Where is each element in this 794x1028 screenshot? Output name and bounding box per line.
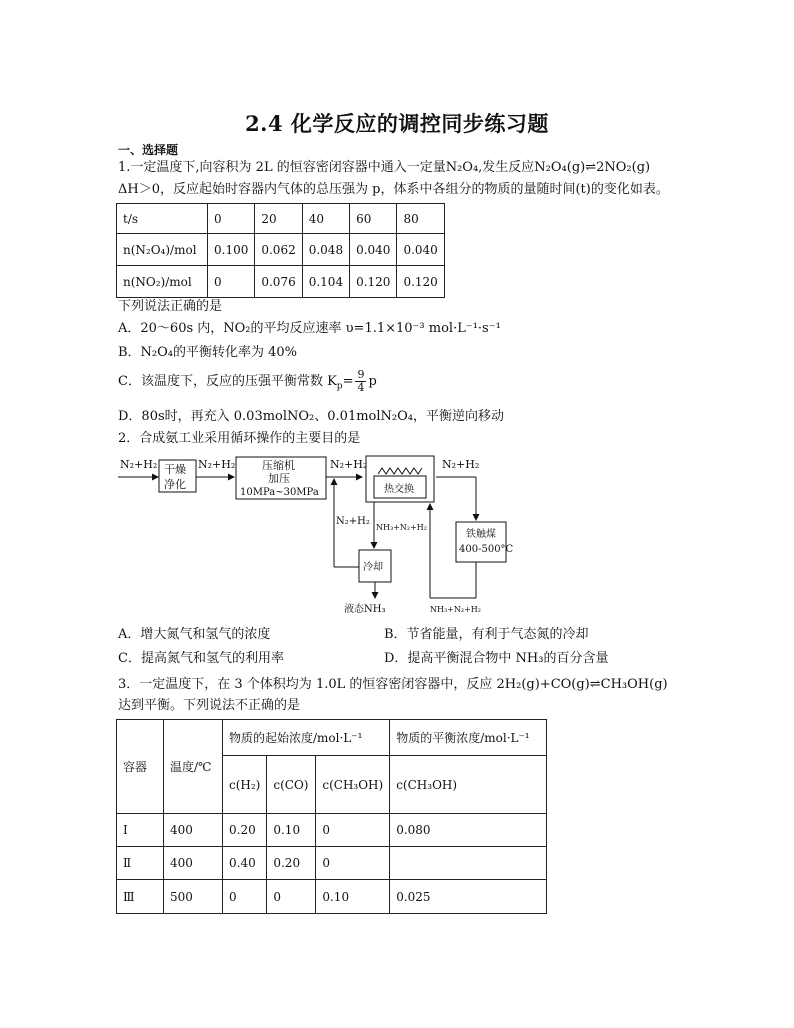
diagram-label: NH₃+N₂+H₂ xyxy=(376,523,427,532)
table-header-cell: c(CH₃OH) xyxy=(390,756,547,814)
q3-data-table xyxy=(116,719,547,914)
fraction-numerator: 9 xyxy=(357,368,365,381)
table-cell: 0 xyxy=(267,880,316,914)
table-cell: 400 xyxy=(164,814,223,847)
diagram-label: N₂+H₂ xyxy=(330,458,368,471)
table-row xyxy=(117,720,547,756)
q1-option-c-eq: = xyxy=(342,374,354,389)
table-cell: 0.20 xyxy=(267,847,316,880)
table-cell: Ⅰ xyxy=(117,814,164,847)
fraction xyxy=(355,369,366,394)
diagram-label: 液态NH₃ xyxy=(344,604,386,615)
q1-option-c-sub: p xyxy=(336,381,343,392)
table-cell: 0 xyxy=(208,204,255,234)
table-cell: 500 xyxy=(164,880,223,914)
q1-option-b: B．N₂O₄的平衡转化率为 40% xyxy=(118,345,298,360)
table-row xyxy=(117,266,445,298)
coil-icon xyxy=(378,468,422,474)
table-row xyxy=(117,234,445,266)
table-cell: 0.120 xyxy=(397,266,444,298)
table-cell: 0.025 xyxy=(390,880,547,914)
q2-option-a: A．增大氮气和氢气的浓度 xyxy=(118,627,271,642)
table-cell: 0.048 xyxy=(302,234,349,266)
diagram-label: 10MPa~30MPa xyxy=(240,487,319,498)
table-cell: 0.10 xyxy=(267,814,316,847)
section-heading: 一、选择题 xyxy=(118,143,179,157)
table-cell: 20 xyxy=(255,204,302,234)
table-cell: n(N₂O₄)/mol xyxy=(117,234,208,266)
ammonia-process-diagram xyxy=(116,450,556,620)
diagram-label: 加压 xyxy=(268,472,290,485)
table-cell: 60 xyxy=(350,204,397,234)
diagram-label: 铁触煤 xyxy=(466,529,496,540)
q1-option-c-text: C．该温度下，反应的压强平衡常数 K xyxy=(118,374,337,389)
catalyst-box xyxy=(456,522,506,562)
table-cell: 0 xyxy=(208,266,255,298)
table-cell xyxy=(390,847,547,880)
table-cell: 0.104 xyxy=(302,266,349,298)
diagram-label: 400-500°C xyxy=(459,544,514,555)
diagram-label: 压缩机 xyxy=(262,459,295,472)
q1-data-table xyxy=(116,203,445,298)
diagram-label: 热交换 xyxy=(384,484,414,495)
table-cell: 0.076 xyxy=(255,266,302,298)
table-cell: 400 xyxy=(164,847,223,880)
q1-option-d: D．80s时，再充入 0.03molNO₂、0.01molN₂O₄，平衡逆向移动 xyxy=(118,409,504,424)
q1-stem-line1: 1.一定温度下,向容积为 2L 的恒容密闭容器中通入一定量N₂O₄,发生反应N₂O₄(g)⇌2NO₂(g) xyxy=(118,160,651,175)
q3-stem-line2: 达到平衡。下列说法不正确的是 xyxy=(118,698,301,713)
table-header-cell: 物质的平衡浓度/mol·L⁻¹ xyxy=(390,720,547,756)
q2-option-d: D．提高平衡混合物中 NH₃的百分含量 xyxy=(384,651,609,666)
q1-option-a: A．20～60s 内，NO₂的平均反应速率 υ=1.1×10⁻³ mol·L⁻¹·s⁻¹ xyxy=(118,321,501,336)
table-cell: 40 xyxy=(302,204,349,234)
page-title: 2.4 化学反应的调控同步练习题 xyxy=(245,111,549,136)
table-cell: 0.040 xyxy=(350,234,397,266)
q1-option-c-suffix: p xyxy=(368,374,377,389)
table-row xyxy=(117,847,547,880)
table-row xyxy=(117,814,547,847)
table-cell: 0.120 xyxy=(350,266,397,298)
heat-exchanger-box xyxy=(366,456,434,502)
table-header-cell: 容器 xyxy=(117,720,164,814)
table-cell: 80 xyxy=(397,204,444,234)
q2-stem: 2．合成氨工业采用循环操作的主要目的是 xyxy=(118,431,361,446)
diagram-label: 净化 xyxy=(164,478,186,491)
table-cell: 0.20 xyxy=(223,814,267,847)
table-cell: 0.062 xyxy=(255,234,302,266)
table-cell: n(NO₂)/mol xyxy=(117,266,208,298)
table-cell: 0.080 xyxy=(390,814,547,847)
table-header-cell: c(H₂) xyxy=(223,756,267,814)
table-header-cell: 温度/℃ xyxy=(164,720,223,814)
table-cell: 0.040 xyxy=(397,234,444,266)
q1-stem-line2: ΔH＞0，反应起始时容器内气体的总压强为 p，体系中各组分的物质的量随时间(t)的变化如表。 xyxy=(118,182,669,197)
diagram-label: N₂+H₂ xyxy=(198,458,236,471)
table-row xyxy=(117,204,445,234)
table-cell: 0 xyxy=(223,880,267,914)
diagram-label: N₂+H₂ xyxy=(120,458,158,471)
table-row xyxy=(117,880,547,914)
q2-option-c: C．提高氮气和氢气的利用率 xyxy=(118,651,284,666)
table-cell: t/s xyxy=(117,204,208,234)
table-cell: Ⅱ xyxy=(117,847,164,880)
table-header-cell: c(CO) xyxy=(267,756,316,814)
diagram-label: N₂+H₂ xyxy=(442,458,480,471)
table-header-cell: 物质的起始浓度/mol·L⁻¹ xyxy=(223,720,390,756)
q2-option-b: B．节省能量，有利于气态氮的冷却 xyxy=(384,627,589,642)
q1-option-c xyxy=(118,368,377,401)
table-cell: 0.10 xyxy=(316,880,390,914)
table-cell: 0.100 xyxy=(208,234,255,266)
table-header-cell: c(CH₃OH) xyxy=(316,756,390,814)
fraction-denominator: 4 xyxy=(357,381,365,394)
diagram-label: 干燥 xyxy=(164,463,186,476)
diagram-label: 冷却 xyxy=(363,562,383,573)
table-cell: 0.40 xyxy=(223,847,267,880)
q1-prompt: 下列说法正确的是 xyxy=(118,299,223,314)
q3-stem-line1: 3．一定温度下，在 3 个体积均为 1.0L 的恒容密闭容器中，反应 2H₂(g)+CO(g)⇌CH₃OH(g) xyxy=(118,677,668,692)
table-cell: 0 xyxy=(316,847,390,880)
table-cell: 0 xyxy=(316,814,390,847)
table-cell: Ⅲ xyxy=(117,880,164,914)
diagram-label: NH₃+N₂+H₂ xyxy=(430,605,481,614)
diagram-label: N₂+H₂ xyxy=(336,516,370,527)
